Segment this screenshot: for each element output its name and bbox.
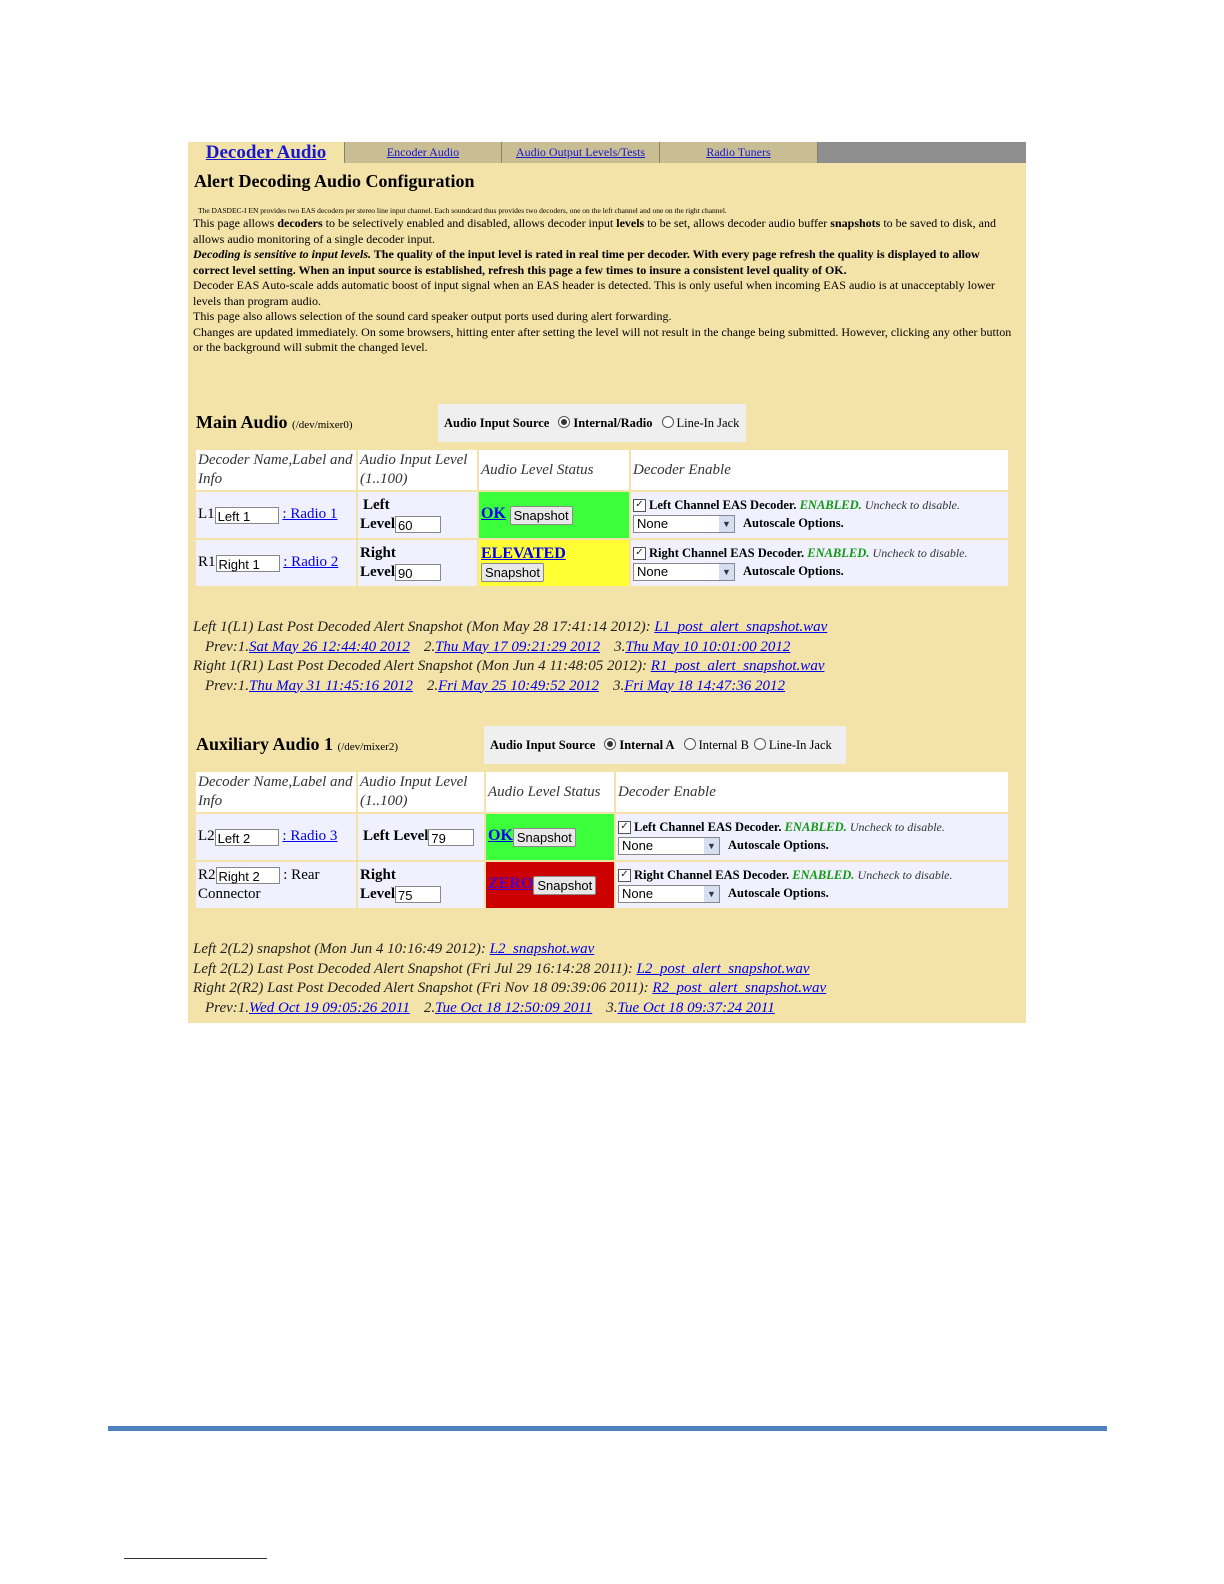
- decoder-name-cell: L1 Left 1 : Radio 1: [196, 492, 356, 538]
- intro-text: [188, 216, 1026, 356]
- intro-paragraph-2: Decoding is sensitive to input levels. The quality of the input level is rated in real time per decoder. With every page refresh the quality is displayed to allow correct level setting. When an input source is established, refresh this page a few times to insure a consistent level quality of OK.: [193, 247, 980, 277]
- decoder-name-input[interactable]: Left 2: [215, 829, 279, 846]
- input-level-cell: Left Level 60: [358, 492, 477, 538]
- tab-encoder-audio-link[interactable]: Encoder Audio: [386, 145, 460, 159]
- aux-source-radio-internal-b[interactable]: [684, 738, 696, 750]
- prev-snapshot-link[interactable]: Fri May 25 10:49:52 2012: [438, 677, 599, 694]
- col-header-enable: Decoder Enable: [616, 772, 1008, 812]
- chevron-down-icon: ▼: [704, 838, 719, 854]
- screenshot-frame: [188, 142, 1026, 1023]
- snapshot-line: Left 2(L2) snapshot (Mon Jun 4 10:16:49 2012): L2_snapshot.wav: [193, 941, 595, 957]
- main-decoder-table: [194, 448, 1010, 588]
- snapshot-prev-line: Prev:1.Thu May 31 11:45:16 2012 2.Fri May 25 10:49:52 2012 3.Fri May 18 14:47:36 2012: [205, 677, 786, 694]
- prev-snapshot-link[interactable]: Tue Oct 18 12:50:09 2011: [435, 999, 593, 1016]
- aux-source-radio-internal-a[interactable]: [604, 738, 616, 750]
- snapshot-file-link[interactable]: L1_post_alert_snapshot.wav: [654, 619, 828, 635]
- tab-radio-tuners-link[interactable]: Radio Tuners: [706, 145, 771, 159]
- table-row: [196, 814, 1008, 860]
- snapshot-prev-line: Prev:1.Sat May 26 12:44:40 2012 2.Thu May 17 09:21:29 2012 3.Thu May 10 10:01:00 2012: [205, 638, 791, 655]
- footnote-rule: [124, 1558, 267, 1559]
- decoder-info-text: : Rear Connector: [198, 867, 320, 902]
- col-header-name: Decoder Name,Label and Info: [196, 772, 356, 812]
- prev-snapshot-link[interactable]: Thu May 17 09:21:29 2012: [435, 638, 601, 655]
- snapshot-file-link[interactable]: R2_post_alert_snapshot.wav: [652, 980, 827, 996]
- decoder-name-cell: R1 Right 1 : Radio 2: [196, 540, 356, 586]
- main-source-radio-linein[interactable]: [662, 416, 674, 428]
- tab-audio-output-levels[interactable]: [502, 142, 660, 163]
- snapshot-button[interactable]: Snapshot: [481, 563, 544, 582]
- input-level-field[interactable]: 79: [428, 829, 474, 846]
- level-status-link[interactable]: OK: [488, 827, 513, 845]
- aux-source-label: Audio Input Source: [490, 737, 596, 752]
- autoscale-select[interactable]: None ▼: [618, 885, 720, 903]
- snapshot-button[interactable]: Snapshot: [513, 828, 576, 847]
- tab-decoder-audio-link[interactable]: Decoder Audio: [205, 142, 327, 163]
- main-input-source: Audio Input Source Internal/Radio Line-In Jack: [438, 404, 746, 442]
- autoscale-select[interactable]: None ▼: [633, 563, 735, 581]
- decoder-name-input[interactable]: Left 1: [215, 507, 279, 524]
- decoder-info-link[interactable]: : Radio 1: [282, 506, 338, 523]
- page-title: Alert Decoding Audio Configuration: [194, 171, 475, 191]
- decoder-enable-checkbox[interactable]: ✓: [618, 821, 631, 834]
- decoder-name-input[interactable]: Right 2: [216, 867, 280, 884]
- table-row: [196, 492, 1008, 538]
- main-audio-heading: Main Audio (/dev/mixer0): [196, 412, 353, 432]
- col-header-name: Decoder Name,Label and Info: [196, 450, 356, 490]
- prev-snapshot-link[interactable]: Sat May 26 12:44:40 2012: [249, 638, 410, 655]
- intro-paragraph-4: This page also allows selection of the sound card speaker output ports used during alert forwarding.: [193, 309, 672, 323]
- input-level-cell: Right Level 90: [358, 540, 477, 586]
- aux-snapshot-list: [193, 940, 826, 1018]
- input-level-cell: Left Level 79: [358, 814, 484, 860]
- table-row: [196, 862, 1008, 908]
- decoder-name-cell: R2 Right 2 : Rear Connector: [196, 862, 356, 908]
- level-status-cell: [486, 814, 614, 860]
- snapshot-line: Right 1(R1) Last Post Decoded Alert Snapshot (Mon Jun 4 11:48:05 2012): R1_post_alert_snapshot.wav: [193, 658, 825, 674]
- chevron-down-icon: ▼: [704, 886, 719, 902]
- decoder-enable-cell: ✓ Right Channel EAS Decoder. ENABLED. Uncheck to disable. None ▼ Autoscale Options.: [616, 862, 1008, 908]
- snapshot-line: Right 2(R2) Last Post Decoded Alert Snapshot (Fri Nov 18 09:39:06 2011): R2_post_alert_snapshot.wav: [193, 980, 827, 996]
- decoder-enable-cell: ✓ Right Channel EAS Decoder. ENABLED. Uncheck to disable. None ▼ Autoscale Options.: [631, 540, 1008, 586]
- input-level-field[interactable]: 90: [395, 564, 441, 581]
- chevron-down-icon: ▼: [719, 516, 734, 532]
- chevron-down-icon: ▼: [719, 564, 734, 580]
- intro-paragraph-1: This page allows decoders to be selectively enabled and disabled, allows decoder input levels to be set, allows decoder audio buffer snapshots to be saved to disk, and allows audio monitoring of a single decoder input.: [193, 216, 996, 246]
- main-source-label: Audio Input Source: [444, 415, 550, 430]
- decoder-enable-cell: ✓ Left Channel EAS Decoder. ENABLED. Uncheck to disable. None ▼ Autoscale Options.: [616, 814, 1008, 860]
- intro-paragraph-3: Decoder EAS Auto-scale adds automatic boost of input signal when an EAS header is detected. This is only useful when incoming EAS audio is at unacceptably lower levels than program audio.: [193, 278, 995, 308]
- tab-radio-tuners[interactable]: [660, 142, 818, 163]
- decoder-enable-checkbox[interactable]: ✓: [618, 869, 631, 882]
- tab-encoder-audio[interactable]: [345, 142, 502, 163]
- aux-source-radio-linein[interactable]: [754, 738, 766, 750]
- input-level-field[interactable]: 75: [395, 886, 441, 903]
- level-status-cell: [479, 492, 629, 538]
- prev-snapshot-link[interactable]: Wed Oct 19 09:05:26 2011: [249, 999, 410, 1016]
- snapshot-line: Left 2(L2) Last Post Decoded Alert Snapshot (Fri Jul 29 16:14:28 2011): L2_post_alert_snapshot.wav: [193, 960, 810, 977]
- col-header-level: Audio Input Level (1..100): [358, 772, 484, 812]
- prev-snapshot-link[interactable]: Tue Oct 18 09:37:24 2011: [617, 999, 775, 1016]
- level-status-link[interactable]: ZERO: [488, 875, 534, 893]
- input-level-field[interactable]: 60: [395, 516, 441, 533]
- main-source-radio-internal[interactable]: [558, 416, 570, 428]
- snapshot-line: Left 1(L1) Last Post Decoded Alert Snapshot (Mon May 28 17:41:14 2012): L1_post_alert_snapshot.wav: [193, 619, 828, 635]
- level-status-cell: [479, 540, 629, 586]
- page-divider: [108, 1426, 1107, 1431]
- aux-decoder-table: [194, 770, 1010, 910]
- decoder-info-link[interactable]: : Radio 2: [283, 554, 339, 571]
- snapshot-file-link[interactable]: R1_post_alert_snapshot.wav: [650, 658, 825, 674]
- prev-snapshot-link[interactable]: Thu May 10 10:01:00 2012: [625, 638, 791, 655]
- decoder-enable-checkbox[interactable]: ✓: [633, 547, 646, 560]
- decoder-info-link[interactable]: : Radio 3: [282, 828, 338, 845]
- intro-tiny-note: The DASDEC-I EN provides two EAS decoders per stereo line input channel. Each soundcard thus provides two decoders, one on the left channel and one on the right channel.: [198, 206, 727, 215]
- decoder-name-input[interactable]: Right 1: [216, 555, 280, 572]
- snapshot-prev-line: Prev:1.Wed Oct 19 09:05:26 2011 2.Tue Oct 18 12:50:09 2011 3.Tue Oct 18 09:37:24 2011: [205, 999, 775, 1016]
- aux-input-source: Audio Input Source Internal A Internal B Line-In Jack: [484, 726, 846, 764]
- col-header-status: Audio Level Status: [486, 772, 614, 812]
- col-header-status: Audio Level Status: [479, 450, 629, 490]
- snapshot-file-link[interactable]: L2_snapshot.wav: [489, 941, 595, 957]
- table-row: [196, 540, 1008, 586]
- aux-audio-heading: Auxiliary Audio 1 (/dev/mixer2): [196, 734, 399, 754]
- snapshot-button[interactable]: Snapshot: [510, 506, 573, 525]
- col-header-level: Audio Input Level (1..100): [358, 450, 477, 490]
- decoder-enable-cell: ✓ Left Channel EAS Decoder. ENABLED. Uncheck to disable. None ▼ Autoscale Options.: [631, 492, 1008, 538]
- decoder-name-cell: L2 Left 2 : Radio 3: [196, 814, 356, 860]
- tab-bar: [188, 142, 1026, 163]
- prev-snapshot-link[interactable]: Thu May 31 11:45:16 2012: [249, 677, 413, 694]
- intro-paragraph-5: Changes are updated immediately. On some browsers, hitting enter after setting the level will not result in the change being submitted. However, clicking any other button or the background will submit the changed level.: [193, 324, 1012, 354]
- level-status-cell: [486, 862, 614, 908]
- input-level-cell: Right Level 75: [358, 862, 484, 908]
- decoder-enable-checkbox[interactable]: ✓: [633, 499, 646, 512]
- snapshot-file-link[interactable]: L2_post_alert_snapshot.wav: [636, 960, 810, 977]
- col-header-enable: Decoder Enable: [631, 450, 1008, 490]
- level-status-link[interactable]: ELEVATED: [481, 544, 566, 562]
- main-snapshot-list: [193, 618, 827, 696]
- autoscale-select[interactable]: None ▼: [618, 837, 720, 855]
- tab-audio-output-levels-link[interactable]: Audio Output Levels/Tests: [515, 145, 646, 159]
- prev-snapshot-link[interactable]: Fri May 18 14:47:36 2012: [624, 677, 786, 694]
- tab-decoder-audio[interactable]: [188, 142, 345, 163]
- snapshot-button[interactable]: Snapshot: [533, 876, 596, 895]
- level-status-link[interactable]: OK: [481, 505, 506, 523]
- autoscale-select[interactable]: None ▼: [633, 515, 735, 533]
